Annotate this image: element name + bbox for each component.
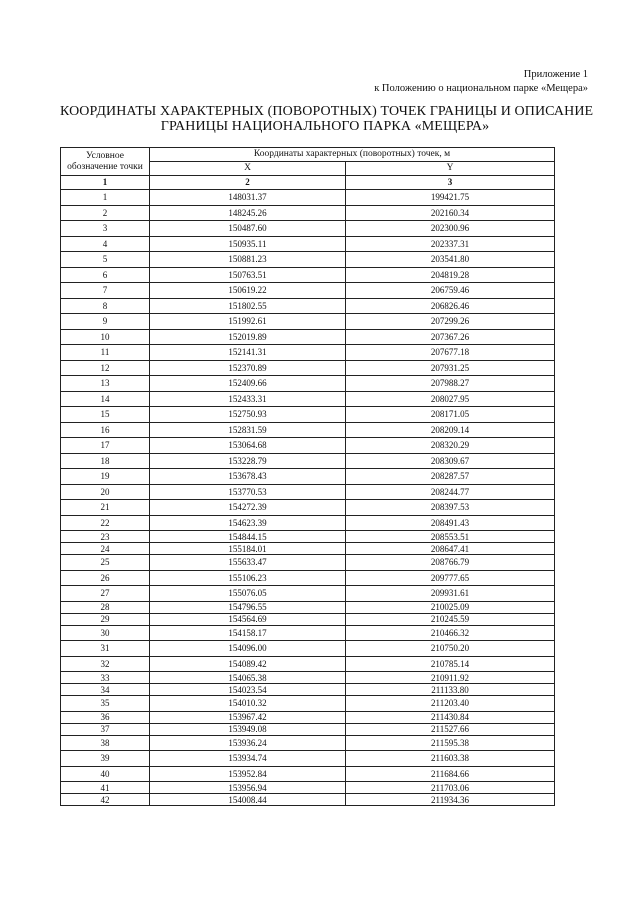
point-id-cell: 16 <box>61 422 150 438</box>
y-coordinate-cell: 209931.61 <box>346 586 555 602</box>
point-id-cell: 22 <box>61 515 150 531</box>
table-row <box>61 391 555 407</box>
header-coordinates: Координаты характерных (поворотных) точек, м <box>150 148 555 162</box>
y-coordinate-cell: 211203.40 <box>346 696 555 712</box>
appendix-note <box>374 68 588 96</box>
point-id-cell: 6 <box>61 267 150 283</box>
table-row <box>61 735 555 751</box>
x-coordinate-cell: 153956.94 <box>150 782 346 794</box>
y-coordinate-cell: 211684.66 <box>346 766 555 782</box>
table-row <box>61 794 555 806</box>
y-coordinate-cell: 207931.25 <box>346 360 555 376</box>
x-coordinate-cell: 153952.84 <box>150 766 346 782</box>
point-id-cell: 33 <box>61 672 150 684</box>
point-id-cell: 15 <box>61 407 150 423</box>
y-coordinate-cell: 204819.28 <box>346 267 555 283</box>
point-id-cell: 34 <box>61 684 150 696</box>
table-row <box>61 360 555 376</box>
x-coordinate-cell: 153949.08 <box>150 723 346 735</box>
appendix-line-2: к Положению о национальном парке «Мещера» <box>374 83 588 94</box>
table-row <box>61 329 555 345</box>
point-id-cell: 1 <box>61 190 150 206</box>
table-row <box>61 601 555 613</box>
x-coordinate-cell: 154796.55 <box>150 601 346 613</box>
point-id-cell: 17 <box>61 438 150 454</box>
x-coordinate-cell: 153678.43 <box>150 469 346 485</box>
x-coordinate-cell: 154096.00 <box>150 641 346 657</box>
x-coordinate-cell: 153936.24 <box>150 735 346 751</box>
header-x: X <box>150 162 346 176</box>
table-row <box>61 252 555 268</box>
appendix-line-1: Приложение 1 <box>523 69 588 80</box>
x-coordinate-cell: 153228.79 <box>150 453 346 469</box>
point-id-cell: 9 <box>61 314 150 330</box>
column-number-1: 1 <box>61 176 150 190</box>
point-id-cell: 2 <box>61 205 150 221</box>
table-row <box>61 711 555 723</box>
title-line-1: КООРДИНАТЫ ХАРАКТЕРНЫХ (ПОВОРОТНЫХ) ТОЧЕК ГРАНИЦЫ И ОПИСАНИЕ <box>60 104 594 119</box>
y-coordinate-cell: 207299.26 <box>346 314 555 330</box>
table-row <box>61 298 555 314</box>
coordinates-table <box>60 147 555 806</box>
table-row <box>61 469 555 485</box>
x-coordinate-cell: 153064.68 <box>150 438 346 454</box>
y-coordinate-cell: 202337.31 <box>346 236 555 252</box>
y-coordinate-cell: 208171.05 <box>346 407 555 423</box>
point-id-cell: 3 <box>61 221 150 237</box>
y-coordinate-cell: 207677.18 <box>346 345 555 361</box>
point-id-cell: 23 <box>61 531 150 543</box>
x-coordinate-cell: 155633.47 <box>150 555 346 571</box>
table-row <box>61 684 555 696</box>
y-coordinate-cell: 208766.79 <box>346 555 555 571</box>
point-id-cell: 4 <box>61 236 150 252</box>
y-coordinate-cell: 210466.32 <box>346 625 555 641</box>
y-coordinate-cell: 210750.20 <box>346 641 555 657</box>
x-coordinate-cell: 155184.01 <box>150 543 346 555</box>
table-row <box>61 672 555 684</box>
point-id-cell: 35 <box>61 696 150 712</box>
table-row <box>61 283 555 299</box>
x-coordinate-cell: 154010.32 <box>150 696 346 712</box>
y-coordinate-cell: 208244.77 <box>346 484 555 500</box>
x-coordinate-cell: 152750.93 <box>150 407 346 423</box>
point-id-cell: 26 <box>61 570 150 586</box>
y-coordinate-cell: 208309.67 <box>346 453 555 469</box>
point-id-cell: 21 <box>61 500 150 516</box>
table-row <box>61 531 555 543</box>
point-id-cell: 27 <box>61 586 150 602</box>
x-coordinate-cell: 152019.89 <box>150 329 346 345</box>
x-coordinate-cell: 151992.61 <box>150 314 346 330</box>
x-coordinate-cell: 152370.89 <box>150 360 346 376</box>
table-row <box>61 500 555 516</box>
table-row <box>61 586 555 602</box>
header-point: Условное обозначение точки <box>61 148 150 176</box>
x-coordinate-cell: 154844.15 <box>150 531 346 543</box>
y-coordinate-cell: 199421.75 <box>346 190 555 206</box>
x-coordinate-cell: 150619.22 <box>150 283 346 299</box>
point-id-cell: 28 <box>61 601 150 613</box>
point-id-cell: 39 <box>61 751 150 767</box>
y-coordinate-cell: 203541.80 <box>346 252 555 268</box>
point-id-cell: 42 <box>61 794 150 806</box>
table-row <box>61 570 555 586</box>
table-row <box>61 613 555 625</box>
table-row <box>61 766 555 782</box>
x-coordinate-cell: 153770.53 <box>150 484 346 500</box>
y-coordinate-cell: 211595.38 <box>346 735 555 751</box>
y-coordinate-cell: 202160.34 <box>346 205 555 221</box>
x-coordinate-cell: 155076.05 <box>150 586 346 602</box>
point-id-cell: 10 <box>61 329 150 345</box>
y-coordinate-cell: 208320.29 <box>346 438 555 454</box>
y-coordinate-cell: 208027.95 <box>346 391 555 407</box>
point-id-cell: 30 <box>61 625 150 641</box>
point-id-cell: 24 <box>61 543 150 555</box>
table-row <box>61 453 555 469</box>
y-coordinate-cell: 208647.41 <box>346 543 555 555</box>
x-coordinate-cell: 148031.37 <box>150 190 346 206</box>
table-row <box>61 376 555 392</box>
y-coordinate-cell: 208491.43 <box>346 515 555 531</box>
y-coordinate-cell: 211527.66 <box>346 723 555 735</box>
table-row <box>61 205 555 221</box>
table-row <box>61 641 555 657</box>
table-row <box>61 236 555 252</box>
point-id-cell: 19 <box>61 469 150 485</box>
table-row <box>61 422 555 438</box>
table-row <box>61 751 555 767</box>
table-row <box>61 543 555 555</box>
table-row <box>61 438 555 454</box>
table-row <box>61 190 555 206</box>
x-coordinate-cell: 152831.59 <box>150 422 346 438</box>
point-id-cell: 40 <box>61 766 150 782</box>
point-id-cell: 8 <box>61 298 150 314</box>
x-coordinate-cell: 154023.54 <box>150 684 346 696</box>
y-coordinate-cell: 211603.38 <box>346 751 555 767</box>
y-coordinate-cell: 206759.46 <box>346 283 555 299</box>
point-id-cell: 14 <box>61 391 150 407</box>
point-id-cell: 29 <box>61 613 150 625</box>
y-coordinate-cell: 211934.36 <box>346 794 555 806</box>
x-coordinate-cell: 152409.66 <box>150 376 346 392</box>
table-row <box>61 484 555 500</box>
y-coordinate-cell: 208287.57 <box>346 469 555 485</box>
point-id-cell: 38 <box>61 735 150 751</box>
title-line-2: ГРАНИЦЫ НАЦИОНАЛЬНОГО ПАРКА «МЕЩЕРА» <box>160 119 490 134</box>
y-coordinate-cell: 206826.46 <box>346 298 555 314</box>
document-title <box>60 104 594 134</box>
x-coordinate-cell: 152141.31 <box>150 345 346 361</box>
point-id-cell: 32 <box>61 656 150 672</box>
table-row <box>61 555 555 571</box>
table-row <box>61 696 555 712</box>
y-coordinate-cell: 207367.26 <box>346 329 555 345</box>
point-id-cell: 13 <box>61 376 150 392</box>
point-id-cell: 25 <box>61 555 150 571</box>
point-id-cell: 7 <box>61 283 150 299</box>
y-coordinate-cell: 208209.14 <box>346 422 555 438</box>
x-coordinate-cell: 154272.39 <box>150 500 346 516</box>
y-coordinate-cell: 209777.65 <box>346 570 555 586</box>
column-number-2: 2 <box>150 176 346 190</box>
table-body <box>61 190 555 806</box>
x-coordinate-cell: 154623.39 <box>150 515 346 531</box>
x-coordinate-cell: 154089.42 <box>150 656 346 672</box>
point-id-cell: 5 <box>61 252 150 268</box>
x-coordinate-cell: 154065.38 <box>150 672 346 684</box>
x-coordinate-cell: 153967.42 <box>150 711 346 723</box>
y-coordinate-cell: 202300.96 <box>346 221 555 237</box>
x-coordinate-cell: 150763.51 <box>150 267 346 283</box>
point-id-cell: 20 <box>61 484 150 500</box>
x-coordinate-cell: 152433.31 <box>150 391 346 407</box>
x-coordinate-cell: 155106.23 <box>150 570 346 586</box>
table-row <box>61 345 555 361</box>
table-row <box>61 314 555 330</box>
x-coordinate-cell: 148245.26 <box>150 205 346 221</box>
table-row <box>61 723 555 735</box>
table-row <box>61 267 555 283</box>
point-id-cell: 36 <box>61 711 150 723</box>
y-coordinate-cell: 210025.09 <box>346 601 555 613</box>
point-id-cell: 11 <box>61 345 150 361</box>
x-coordinate-cell: 150487.60 <box>150 221 346 237</box>
y-coordinate-cell: 211430.84 <box>346 711 555 723</box>
x-coordinate-cell: 153934.74 <box>150 751 346 767</box>
table-row <box>61 625 555 641</box>
table-row <box>61 656 555 672</box>
x-coordinate-cell: 150881.23 <box>150 252 346 268</box>
point-id-cell: 37 <box>61 723 150 735</box>
table-row <box>61 407 555 423</box>
x-coordinate-cell: 154158.17 <box>150 625 346 641</box>
point-id-cell: 12 <box>61 360 150 376</box>
y-coordinate-cell: 211133.80 <box>346 684 555 696</box>
y-coordinate-cell: 207988.27 <box>346 376 555 392</box>
header-y: Y <box>346 162 555 176</box>
y-coordinate-cell: 210245.59 <box>346 613 555 625</box>
y-coordinate-cell: 208553.51 <box>346 531 555 543</box>
x-coordinate-cell: 150935.11 <box>150 236 346 252</box>
x-coordinate-cell: 154564.69 <box>150 613 346 625</box>
column-number-3: 3 <box>346 176 555 190</box>
point-id-cell: 31 <box>61 641 150 657</box>
table-row <box>61 221 555 237</box>
y-coordinate-cell: 210785.14 <box>346 656 555 672</box>
table-row <box>61 515 555 531</box>
y-coordinate-cell: 210911.92 <box>346 672 555 684</box>
point-id-cell: 41 <box>61 782 150 794</box>
x-coordinate-cell: 151802.55 <box>150 298 346 314</box>
x-coordinate-cell: 154008.44 <box>150 794 346 806</box>
table-row <box>61 782 555 794</box>
point-id-cell: 18 <box>61 453 150 469</box>
y-coordinate-cell: 208397.53 <box>346 500 555 516</box>
y-coordinate-cell: 211703.06 <box>346 782 555 794</box>
